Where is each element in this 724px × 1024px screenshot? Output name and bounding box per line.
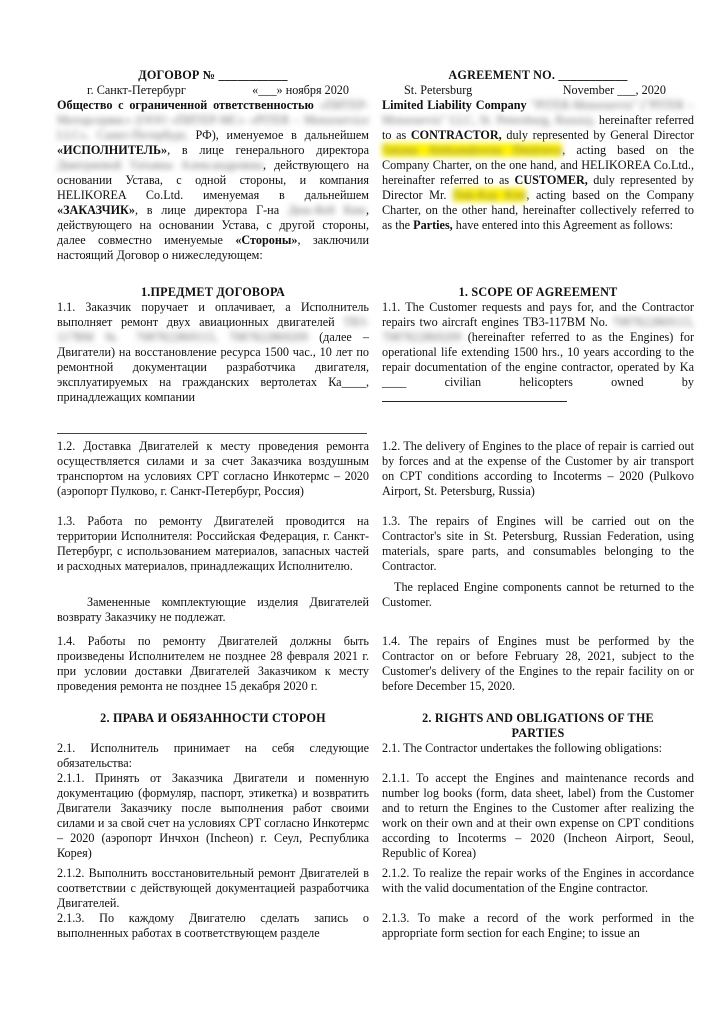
ru-engine-numbers-redacted: ТВ3-117ВМ № 7087822869115, 7087822869209 bbox=[57, 315, 370, 344]
en-parties-term: Parties, bbox=[413, 218, 453, 232]
ru-clause-2-1-1: 2.1.1. Принять от Заказчика Двигатели и поменную документацию (формуляр, паспорт, этикетка) и возвратить Двигатели Заказчику после выполнения работ своими силами и за свой счет на условиях CPT согласно Инкотермс – 2020 (аэропорт Инчхон (Incheon) г. Сеул, Республика Корея) bbox=[57, 771, 369, 860]
ru-clause-1-3-note: Замененные комплектующие изделия Двигателей возврату Заказчику не подлежат. bbox=[57, 595, 369, 624]
en-agreement-title: AGREEMENT NO. ___________ bbox=[448, 68, 628, 82]
en-preamble-text-3: , acting based on the Company Charter, on the one hand, and HELIKOREA Co.Ltd., hereinafter referred to as bbox=[382, 143, 694, 187]
en-preamble-text-5: , acting based on the Company Charter, on the other hand, hereinafter collectively referred to as the bbox=[382, 188, 694, 232]
ru-section-1-title: 1.ПРЕДМЕТ ДОГОВОРА bbox=[140, 285, 286, 299]
ru-date: «___» ноября 2020 bbox=[252, 83, 349, 97]
ru-preamble-text-3: , действующего на основании Устава, с одной стороны, и компания HELIKOREA Co.Ltd. именуемая в дальнейшем bbox=[57, 158, 369, 202]
ru-clause-2-1: 2.1. Исполнитель принимает на себя следующие обязательства: bbox=[57, 741, 369, 770]
ru-company-name-redacted: «ПИТЕР-Моторсервис» (ООО «ПИТЕР-МС» «PITER – Motorservice LLC», Санкт-Петербург, bbox=[57, 98, 370, 142]
ru-clause-1-1-text-2: (далее – Двигатели) на восстановление ресурса 1500 час., 10 лет по ремонтной документации разработчика двигателя, эксплуатируемых на гражданских вертолетах Ка____, принадлежащих компании bbox=[57, 330, 369, 404]
ru-city: г. Санкт-Петербург bbox=[87, 83, 186, 97]
ru-clause-2-1-3: 2.1.3. По каждому Двигателю сделать запись о выполненных работах в соответствующем разделе bbox=[57, 911, 369, 940]
en-clause-1-2: 1.2. The delivery of Engines to the place of repair is carried out by forces and at the expense of the Customer by air transport on CPT conditions according to Incoterms – 2020 (Pulkovo Airport, St. Petersburg, Russia) bbox=[382, 439, 694, 498]
ru-executor-term: «ИСПОЛНИТЕЛЬ» bbox=[57, 143, 168, 157]
en-clause-2-1-3: 2.1.3. To make a record of the work performed in the appropriate form section for each Engine; to issue an bbox=[382, 911, 694, 940]
en-preamble bbox=[382, 98, 694, 233]
en-clause-1-4: 1.4. The repairs of Engines must be performed by the Contractor on or before February 28, 2021, subject to the Customer's delivery of the Engines to the repair facility on or before December 15, 2020. bbox=[382, 634, 694, 693]
en-date: November ___, 2020 bbox=[562, 83, 666, 97]
ru-preamble-text-1: РФ), именуемое в дальнейшем bbox=[195, 128, 369, 142]
ru-clause-1-1 bbox=[57, 300, 369, 405]
ru-agreement-title: ДОГОВОР № ___________ bbox=[138, 68, 288, 82]
en-company-name-redacted: "PITER-Motorservis" ("PITER – Motorservis" LLC, St. Petersburg, Russia), bbox=[382, 98, 694, 127]
en-city: St. Petersburg bbox=[404, 83, 473, 97]
en-clause-1-3: 1.3. The repairs of Engines will be carried out on the Contractor's site in St. Petersburg, Russian Federation, using materials, spare parts, and consumables belonging to the Contractor. bbox=[382, 514, 694, 573]
ru-divider bbox=[57, 433, 367, 434]
en-place-date-row bbox=[382, 83, 694, 98]
ru-preamble-text-6: , заключили настоящий Договор о нижеследующем: bbox=[57, 233, 370, 262]
en-preamble-text-4: duly represented by Director Mr. bbox=[382, 173, 694, 202]
ru-clause-1-1-text: 1.1. Заказчик поручает и оплачивает, а Исполнитель выполняет ремонт двух авиационных двигателей bbox=[57, 300, 369, 329]
ru-preamble-text-2: , в лице генерального директора bbox=[167, 143, 369, 157]
en-section-1-title: 1. SCOPE OF AGREEMENT bbox=[458, 285, 618, 299]
ru-parties-term: «Стороны» bbox=[235, 233, 298, 247]
en-clause-1-1 bbox=[382, 300, 694, 406]
ru-section-2-title: 2. ПРАВА И ОБЯЗАННОСТИ СТОРОН bbox=[100, 711, 326, 725]
en-preamble-text-1: hereinafter referred to as bbox=[382, 113, 694, 142]
en-customer-director-redacted: Duk-Kay Kim bbox=[452, 188, 527, 202]
ru-clause-2-1-2: 2.1.2. Выполнить восстановительный ремонт Двигателей в соответствии с действующей документацией разработчика Двигателей. bbox=[57, 866, 369, 910]
ru-clause-1-3: 1.3. Работа по ремонту Двигателей проводится на территории Исполнителя: Российская Федерация, г. Санкт-Петербург, с использованием материалов, запасных частей и расходных материалов, принадлежащих Исполнителю. bbox=[57, 514, 369, 573]
en-clause-1-3-note: The replaced Engine components cannot be returned to the Customer. bbox=[382, 580, 694, 609]
en-engine-numbers-redacted: 7087822869115, 7087822869209 bbox=[382, 315, 694, 344]
ru-customer-term: «ЗАКАЗЧИК» bbox=[57, 203, 135, 217]
ru-customer-director-redacted: Дюк-Кей Ким bbox=[287, 203, 366, 217]
en-clause-2-1-1: 2.1.1. To accept the Engines and maintenance records and number log books (form, data sheet, label) from the Customer and to return the Engines to the Customer after realizing the work on their own and at their own expense on CPT conditions according to Incoterms – 2020 (Incheon Airport, Seoul, Republic of Korea) bbox=[382, 771, 694, 860]
ru-clause-1-2: 1.2. Доставка Двигателей к месту проведения ремонта осуществляется силами и за счет Заказчика воздушным транспортом на условиях CPT согласно Инкотермс – 2020 (аэропорт Пулково, г. Санкт-Петербург, Россия) bbox=[57, 439, 369, 498]
en-company-lead: Limited Liability Company bbox=[382, 98, 527, 112]
en-preamble-text-6: have entered into this Agreement as follows: bbox=[452, 218, 674, 232]
ru-director-name-redacted: Дмитриевой Татьяны Александровны bbox=[57, 158, 264, 172]
en-contractor-term: CONTRACTOR, bbox=[410, 128, 502, 142]
ru-preamble bbox=[57, 98, 369, 263]
ru-clause-1-4: 1.4. Работы по ремонту Двигателей должны быть произведены Исполнителем не позднее 28 февраля 2021 г. при условии доставки Двигателей Заказчиком к месту проведения ремонта не позднее 15 декабря 2020 г. bbox=[57, 634, 369, 693]
ru-preamble-text-4: , в лице директора Г-на bbox=[135, 203, 288, 217]
ru-preamble-text-5: , действующего на основании Устава, с другой стороны, далее совместно именуемые bbox=[57, 203, 370, 247]
en-section-2-title: 2. RIGHTS AND OBLIGATIONS OF THE PARTIES bbox=[422, 711, 654, 740]
ru-company-lead: Общество с ограниченной ответственностью bbox=[57, 98, 314, 112]
en-customer-term: CUSTOMER, bbox=[514, 173, 588, 187]
en-clause-1-1-text: 1.1. The Customer requests and pays for, and the Contractor repairs two aircraft engines ТВ3-117ВМ No. bbox=[382, 300, 694, 329]
en-clause-2-1: 2.1. The Contractor undertakes the following obligations: bbox=[382, 741, 663, 755]
en-director-name-redacted: Tatiana Aleksandrovna Dmitrieva bbox=[382, 143, 563, 157]
en-preamble-text-2: duly represented by General Director bbox=[501, 128, 694, 142]
en-clause-2-1-2: 2.1.2. To realize the repair works of the Engines in accordance with the valid documentation of the Engine contractor. bbox=[382, 866, 694, 895]
ru-place-date-row bbox=[57, 83, 369, 98]
en-owner-blank-line bbox=[382, 390, 567, 402]
en-clause-1-1-hereinafter: (hereinafter bbox=[467, 330, 525, 344]
en-clause-1-1-text-2: referred to as the Engines) for operational life extending 1500 hrs., 10 years according to the repair documentation of the engine contractor, operated by Ka ____ civilian helicopters owned by bbox=[382, 330, 695, 389]
